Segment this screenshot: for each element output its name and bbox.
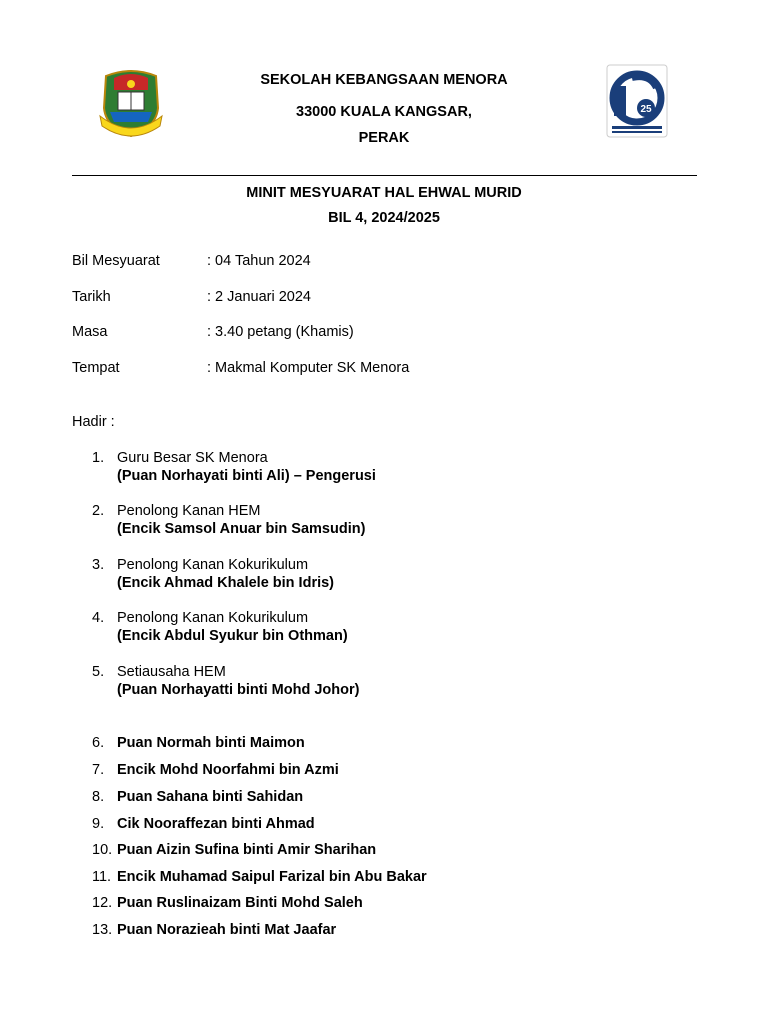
list-number: 1. bbox=[92, 450, 105, 466]
list-number: 11. bbox=[92, 869, 112, 885]
info-value: : 2 Januari 2024 bbox=[207, 289, 311, 305]
attendee-name: Cik Nooraffezan binti Ahmad bbox=[117, 816, 315, 832]
list-number: 6. bbox=[92, 735, 105, 751]
list-number: 12. bbox=[92, 895, 113, 911]
attendee-name: Puan Norazieah binti Mat Jaafar bbox=[117, 922, 337, 938]
attendee-name: Puan Sahana binti Sahidan bbox=[117, 789, 304, 805]
list-number: 8. bbox=[92, 789, 105, 805]
document-subtitle: BIL 4, 2024/2025 bbox=[328, 210, 440, 226]
list-number: 4. bbox=[92, 610, 105, 626]
attendee-name: Encik Mohd Noorfahmi bin Azmi bbox=[117, 762, 339, 778]
list-number: 5. bbox=[92, 664, 105, 680]
attendee-role: Guru Besar SK Menora bbox=[117, 450, 268, 466]
attendee-name: Puan Ruslinaizam Binti Mohd Saleh bbox=[117, 895, 363, 911]
address-line-2: PERAK bbox=[358, 130, 410, 146]
info-label: Bil Mesyuarat bbox=[72, 253, 160, 269]
attendee-role: Penolong Kanan Kokurikulum bbox=[117, 610, 309, 626]
attendance-heading: Hadir : bbox=[72, 414, 115, 430]
info-row-tarikh bbox=[72, 289, 696, 309]
info-row-masa bbox=[72, 324, 696, 344]
info-value: : Makmal Komputer SK Menora bbox=[207, 360, 410, 376]
attendee-name: Puan Normah binti Maimon bbox=[117, 735, 305, 751]
attendee-name: (Puan Norhayati binti Ali) – Pengerusi bbox=[117, 468, 376, 484]
info-value: : 04 Tahun 2024 bbox=[207, 253, 311, 269]
anniversary-25-logo-icon bbox=[606, 64, 668, 138]
list-number: 7. bbox=[92, 762, 105, 778]
list-number: 13. bbox=[92, 922, 113, 938]
letterhead bbox=[72, 62, 696, 162]
attendee-name: (Encik Ahmad Khalele bin Idris) bbox=[117, 575, 335, 591]
logo-number: 25 bbox=[640, 104, 652, 115]
address-line-1: 33000 KUALA KANGSAR, bbox=[296, 104, 472, 120]
header-divider bbox=[72, 175, 697, 176]
attendee-role: Setiausaha HEM bbox=[117, 664, 226, 680]
school-name: SEKOLAH KEBANGSAAN MENORA bbox=[260, 72, 508, 88]
info-value: : 3.40 petang (Khamis) bbox=[207, 324, 354, 340]
info-label: Tempat bbox=[72, 360, 120, 376]
attendee-role: Penolong Kanan Kokurikulum bbox=[117, 557, 309, 573]
list-number: 9. bbox=[92, 816, 105, 832]
document-title: MINIT MESYUARAT HAL EHWAL MURID bbox=[246, 185, 522, 201]
info-label: Masa bbox=[72, 324, 108, 340]
attendee-name: (Puan Norhayatti binti Mohd Johor) bbox=[117, 682, 360, 698]
attendee-name: Puan Aizin Sufina binti Amir Sharihan bbox=[117, 842, 377, 858]
attendee-name: Encik Muhamad Saipul Farizal bin Abu Bakar bbox=[117, 869, 427, 885]
list-number: 3. bbox=[92, 557, 105, 573]
list-number: 2. bbox=[92, 503, 105, 519]
list-number: 10. bbox=[92, 842, 113, 858]
school-crest-icon bbox=[96, 68, 166, 140]
info-row-bil bbox=[72, 253, 696, 273]
attendee-name: (Encik Abdul Syukur bin Othman) bbox=[117, 628, 348, 644]
info-label: Tarikh bbox=[72, 289, 111, 305]
attendee-name: (Encik Samsol Anuar bin Samsudin) bbox=[117, 521, 366, 537]
info-row-tempat bbox=[72, 360, 696, 380]
attendee-role: Penolong Kanan HEM bbox=[117, 503, 261, 519]
